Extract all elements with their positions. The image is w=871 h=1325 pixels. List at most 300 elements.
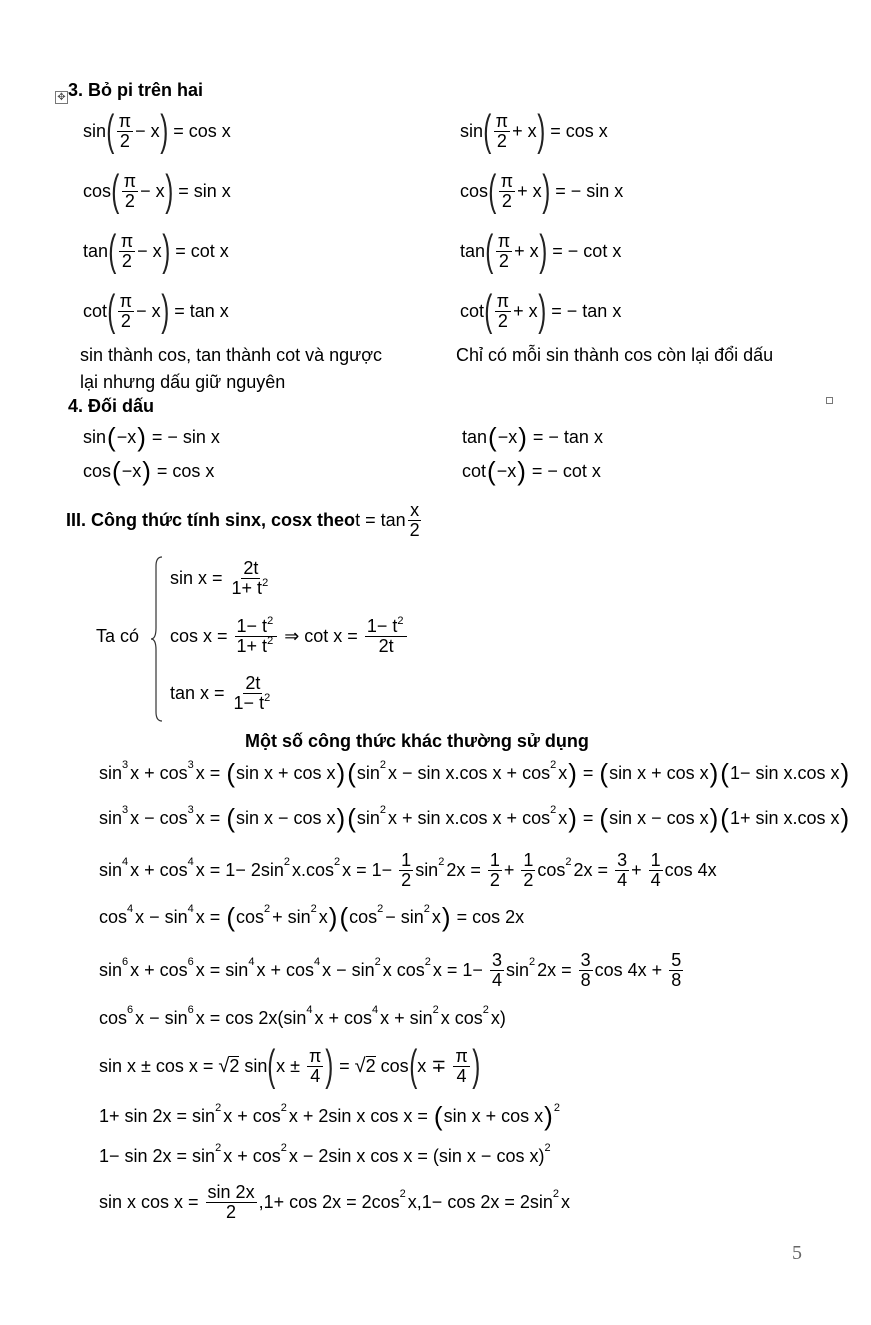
superscript: 6 — [187, 956, 194, 968]
superscript: 4 — [127, 903, 134, 915]
math-text: x + cos — [223, 1105, 281, 1126]
fraction — [453, 1047, 469, 1086]
math-text: 1 — [489, 849, 500, 870]
math-text: x = — [195, 807, 226, 828]
math-text: x — [431, 906, 441, 927]
paren: ( — [599, 803, 609, 833]
math-text: 1 — [401, 849, 412, 870]
math-text: −x — [496, 460, 517, 481]
math-text: x + cos — [130, 762, 188, 783]
denominator — [649, 871, 663, 890]
numerator — [490, 951, 504, 971]
math-text: + x — [517, 180, 542, 201]
numerator — [579, 951, 593, 971]
numerator — [669, 951, 683, 971]
math-text: 2 — [401, 869, 412, 890]
fraction — [117, 112, 133, 151]
math-text: x = cos 2x(sin — [195, 1007, 307, 1028]
paren: ( — [720, 803, 729, 833]
math-text: 3 — [491, 949, 502, 970]
math-text: x + cos — [223, 1145, 281, 1166]
table-move-handle-icon[interactable]: ✥ — [55, 91, 68, 104]
math-text: + sin — [272, 906, 311, 927]
fraction — [119, 232, 135, 271]
numerator — [119, 232, 135, 252]
denominator — [615, 871, 629, 890]
section-4-heading: 4. Đối dấu — [68, 396, 155, 416]
fraction — [235, 614, 278, 656]
math-text: 2 — [496, 130, 507, 151]
math-text: = cot x — [170, 240, 229, 261]
math-text: x − sin — [322, 959, 375, 980]
denominator — [224, 1203, 238, 1222]
note-left-line2: lại nhưng dấu giữ nguyên — [80, 372, 286, 392]
math-text: ,1+ cos 2x = 2cos — [258, 1191, 400, 1212]
math-text: sin x + cos x — [443, 1105, 544, 1126]
math-text: = cos 2x — [451, 906, 525, 927]
math-text: π — [497, 230, 511, 251]
superscript: 2 — [544, 1142, 551, 1154]
math-text: x cos — [440, 1007, 483, 1028]
math-text: x ± — [276, 1055, 305, 1076]
paren: ) — [328, 902, 338, 932]
math-text: sin — [99, 807, 123, 828]
math-text: x cos — [382, 959, 425, 980]
math-text: 4 — [491, 969, 502, 990]
left-paren: ( — [488, 166, 497, 215]
math-text: − sin — [385, 906, 424, 927]
denominator — [399, 871, 413, 890]
superscript: 2 — [379, 759, 387, 771]
math-text: sin — [99, 762, 123, 783]
numerator — [615, 851, 629, 871]
math-text: 1− t — [233, 692, 265, 713]
math-text: x − sin — [135, 906, 188, 927]
paren: ( — [339, 902, 349, 932]
fraction — [669, 951, 683, 990]
superscript: 2 — [264, 903, 271, 915]
math-text: = cos x — [151, 460, 215, 481]
math-text: cos — [83, 460, 112, 481]
math-text: ⇒ cot x = — [279, 625, 363, 646]
math-text: π — [495, 110, 509, 131]
math-text: 8 — [580, 969, 591, 990]
left-paren: ( — [484, 286, 493, 335]
numerator — [307, 1047, 323, 1067]
math-text: π — [496, 290, 510, 311]
numerator — [496, 232, 512, 252]
math-text: cos — [83, 180, 112, 201]
square-root — [218, 1055, 239, 1078]
numerator — [649, 851, 663, 871]
math-text: 2 — [226, 1201, 237, 1222]
math-text: cos — [537, 859, 566, 880]
fraction — [230, 559, 273, 598]
math-text: −x — [116, 426, 137, 447]
right-paren: ) — [325, 1041, 334, 1090]
math-text: x + cos — [130, 959, 188, 980]
paren: ( — [112, 456, 121, 486]
denominator — [119, 312, 133, 331]
fraction — [122, 172, 138, 211]
math-text: sin — [415, 859, 439, 880]
numerator — [499, 172, 515, 192]
math-text: 2 — [489, 869, 500, 890]
math-text: x = sin — [195, 959, 249, 980]
math-text: 1− t — [236, 615, 268, 636]
superscript: 4 — [187, 903, 194, 915]
math-text: 4 — [456, 1065, 467, 1086]
math-text: cos — [375, 1055, 409, 1076]
superscript: 2 — [280, 1142, 287, 1154]
radicand: 2 — [229, 1055, 240, 1076]
numerator — [122, 172, 138, 192]
left-paren: ( — [408, 1041, 417, 1090]
math-text: π — [123, 170, 137, 191]
numerator — [453, 1047, 469, 1067]
superscript: 2 — [565, 856, 572, 868]
math-text: = tan x — [169, 300, 229, 321]
fraction — [206, 1183, 257, 1222]
superscript: 4 — [372, 1004, 379, 1016]
math-text: = − tan x — [527, 426, 603, 447]
math-text: x = 1− — [342, 859, 398, 880]
fraction — [307, 1047, 323, 1086]
superscript: 2 — [262, 576, 269, 589]
math-text: π — [120, 230, 134, 251]
paren: ( — [226, 803, 235, 833]
denominator — [230, 576, 273, 598]
numerator — [488, 851, 502, 871]
math-text: cos — [99, 1007, 128, 1028]
section-iii-title: III. Công thức tính sinx, cosx theo — [66, 509, 356, 530]
radical-sign-icon: √ — [218, 1054, 230, 1077]
paren: ( — [226, 758, 235, 788]
math-text: x + sin — [380, 1007, 433, 1028]
math-text: = — [577, 762, 599, 783]
left-paren: ( — [106, 106, 115, 155]
math-text: 2x = — [537, 959, 577, 980]
superscript: 4 — [248, 956, 255, 968]
superscript: 2 — [215, 1102, 222, 1114]
left-paren: ( — [485, 226, 494, 275]
math-text: + x — [513, 300, 538, 321]
paren: ) — [568, 803, 577, 833]
paren: ) — [142, 456, 151, 486]
math-text: 1+ sin 2x = sin — [99, 1105, 216, 1126]
math-text: 2 — [119, 130, 130, 151]
numerator — [118, 292, 134, 312]
numerator — [241, 559, 260, 579]
math-text: t = tan — [355, 509, 406, 530]
fraction — [499, 172, 515, 211]
math-text: sin x − cos x — [235, 807, 336, 828]
denominator — [496, 312, 510, 331]
superscript: 4 — [187, 856, 194, 868]
right-paren: ) — [164, 166, 173, 215]
paren: ) — [568, 758, 577, 788]
math-text: 3 — [617, 849, 628, 870]
denominator — [123, 192, 137, 211]
radicand: 2 — [365, 1055, 376, 1076]
math-text: 4 — [310, 1065, 321, 1086]
square-root — [355, 1055, 376, 1078]
math-text: π — [500, 170, 514, 191]
superscript: 2 — [397, 614, 404, 627]
denominator — [521, 871, 535, 890]
paragraph-marker-icon — [826, 397, 833, 404]
math-text: x = — [195, 906, 226, 927]
denominator — [497, 252, 511, 271]
math-text: sin — [83, 120, 107, 141]
denominator — [408, 521, 422, 540]
math-text: sin — [99, 859, 123, 880]
right-paren: ) — [538, 226, 547, 275]
math-text: 2 — [523, 869, 534, 890]
math-text: x + cos — [130, 859, 188, 880]
math-text: sin — [460, 120, 484, 141]
superscript: 2 — [550, 759, 557, 771]
math-text: sin — [356, 807, 380, 828]
math-text: x = 1− — [432, 959, 488, 980]
superscript: 4 — [306, 1004, 313, 1016]
math-text: + — [503, 859, 520, 880]
math-text: x + 2sin x cos x = — [288, 1105, 433, 1126]
math-text: cot — [462, 460, 487, 481]
math-text: 2 — [501, 190, 512, 211]
math-text: = — [577, 807, 599, 828]
numerator — [494, 112, 510, 132]
paren: ( — [347, 758, 356, 788]
fraction — [399, 851, 413, 890]
superscript: 3 — [187, 759, 194, 771]
superscript: 2 — [482, 1004, 489, 1016]
math-text: x ∓ — [417, 1055, 452, 1076]
right-paren: ) — [160, 286, 169, 335]
superscript: 2 — [379, 804, 387, 816]
superscript: 2 — [215, 1142, 222, 1154]
math-text: sin — [356, 762, 380, 783]
math-text: π — [308, 1045, 322, 1066]
math-text: 1+ sin x.cos x — [729, 807, 840, 828]
math-text: 1− sin 2x = sin — [99, 1145, 216, 1166]
superscript: 2 — [374, 956, 381, 968]
superscript: 3 — [122, 804, 129, 816]
superscript: 3 — [122, 759, 129, 771]
superscript: 2 — [432, 1004, 439, 1016]
denominator — [579, 971, 593, 990]
numerator — [408, 501, 421, 521]
superscript: 2 — [310, 903, 317, 915]
superscript: 2 — [267, 614, 274, 627]
math-text: + x — [514, 240, 539, 261]
math-text: sin — [505, 959, 529, 980]
right-paren: ) — [472, 1041, 481, 1090]
superscript: 4 — [313, 956, 321, 968]
superscript: 2 — [267, 634, 274, 647]
paren: ) — [336, 758, 346, 788]
paren: ( — [107, 422, 116, 452]
superscript: 2 — [283, 856, 290, 868]
math-text: 1 — [650, 849, 661, 870]
math-text: x − cos — [130, 807, 188, 828]
superscript: 2 — [423, 903, 430, 915]
math-text: x = — [195, 762, 226, 783]
math-text: cos — [235, 906, 264, 927]
formula — [355, 501, 424, 540]
math-text: sin x + cos x — [609, 762, 709, 783]
fraction — [579, 951, 593, 990]
math-text: cos — [99, 906, 128, 927]
math-text: + x — [512, 120, 537, 141]
math-text: = − tan x — [546, 300, 622, 321]
denominator — [500, 192, 514, 211]
math-text: 2 — [121, 250, 132, 271]
math-text: = cos x — [168, 120, 231, 141]
superscript: 6 — [122, 956, 129, 968]
numerator — [365, 614, 408, 637]
denominator — [669, 971, 683, 990]
math-text: 2t — [378, 635, 394, 656]
math-text: + — [631, 859, 647, 880]
math-text: 2t — [243, 557, 259, 578]
left-paren: ( — [108, 226, 117, 275]
math-text: π — [118, 110, 132, 131]
math-text: x − sin x.cos x + cos — [388, 762, 551, 783]
math-text: x + cos — [256, 959, 314, 980]
math-text: − x — [136, 300, 161, 321]
math-text: π — [119, 290, 133, 311]
denominator — [235, 634, 278, 656]
paren: ) — [336, 803, 346, 833]
math-text: x — [410, 499, 420, 520]
math-text: 2x = — [573, 859, 614, 880]
paren: ( — [488, 422, 497, 452]
math-text: 5 — [671, 949, 682, 970]
superscript: 2 — [399, 1188, 406, 1200]
paren: ) — [709, 803, 719, 833]
math-text: x.cos — [291, 859, 334, 880]
math-text: cot — [460, 300, 485, 321]
superscript: 2 — [528, 956, 536, 968]
left-paren: ( — [483, 106, 492, 155]
paren: ) — [840, 803, 850, 833]
math-text: 2 — [120, 310, 131, 331]
paren: ) — [517, 456, 526, 486]
superscript: 2 — [552, 1188, 560, 1200]
paren: ) — [709, 758, 719, 788]
superscript: 2 — [550, 804, 557, 816]
math-text: x — [318, 906, 328, 927]
denominator — [455, 1067, 469, 1086]
math-text: = − cot x — [547, 240, 622, 261]
math-text: 2 — [497, 310, 508, 331]
math-text: −x — [121, 460, 142, 481]
superscript: 2 — [280, 1102, 287, 1114]
math-text: sin x ± cos x = — [99, 1055, 219, 1076]
right-paren: ) — [537, 286, 546, 335]
paren: ( — [487, 456, 496, 486]
denominator — [495, 132, 509, 151]
fraction — [649, 851, 663, 890]
fraction — [494, 112, 510, 151]
superscript: 2 — [424, 956, 431, 968]
right-paren: ) — [161, 226, 170, 275]
fraction — [118, 292, 134, 331]
left-paren: ( — [267, 1041, 276, 1090]
denominator — [308, 1067, 322, 1086]
math-text: − x — [137, 240, 162, 261]
math-text: sin x − cos x — [609, 807, 709, 828]
math-text: x — [558, 807, 568, 828]
denominator — [488, 871, 502, 890]
math-text: 1− sin x.cos x — [729, 762, 840, 783]
numerator — [206, 1183, 257, 1203]
math-text: = — [334, 1055, 355, 1076]
math-text: sin x = — [170, 567, 228, 588]
superscript: 3 — [187, 804, 194, 816]
math-text: tan — [83, 240, 109, 261]
superscript: 6 — [187, 1004, 194, 1016]
math-text: cot — [83, 300, 108, 321]
math-text: cos — [460, 180, 489, 201]
math-text: x + cos — [314, 1007, 372, 1028]
math-text: − x — [135, 120, 160, 141]
fraction — [232, 674, 275, 713]
math-text: cos 4x + — [594, 959, 668, 980]
paren: ) — [518, 422, 527, 452]
math-text: 2x = — [446, 859, 486, 880]
radical-sign-icon: √ — [354, 1054, 366, 1077]
math-text: cos — [349, 906, 378, 927]
math-text: x − 2sin x cos x = (sin x − cos x) — [288, 1145, 545, 1166]
numerator — [243, 674, 262, 694]
fraction — [496, 232, 512, 271]
math-text: x) — [490, 1007, 506, 1028]
math-text: x,1− cos 2x = 2sin — [407, 1191, 553, 1212]
denominator — [232, 691, 275, 713]
math-text: cos x = — [170, 625, 233, 646]
paren: ( — [226, 902, 235, 932]
denominator — [490, 971, 504, 990]
paren: ( — [433, 1101, 443, 1131]
paren: ) — [137, 422, 146, 452]
math-text: 2 — [498, 250, 509, 271]
math-text: = sin x — [173, 180, 231, 201]
superscript: 4 — [122, 856, 129, 868]
math-text: sin — [83, 426, 107, 447]
math-text: x — [561, 1191, 571, 1212]
math-text: −x — [497, 426, 518, 447]
paren: ) — [840, 758, 850, 788]
math-text: 1+ t — [236, 635, 268, 656]
ta-co-label: Ta có — [96, 626, 140, 646]
paren: ( — [720, 758, 729, 788]
denominator — [120, 252, 134, 271]
math-text: tan — [460, 240, 486, 261]
numerator — [521, 851, 535, 871]
other-formulas-heading: Một số công thức khác thường sử dụng — [245, 731, 589, 751]
right-paren: ) — [541, 166, 550, 215]
math-text: x − sin — [135, 1007, 188, 1028]
numerator — [399, 851, 413, 871]
math-text: 8 — [671, 969, 682, 990]
note-left-line1: sin thành cos, tan thành cot và ngược — [80, 345, 383, 365]
math-text: sin x + cos x — [235, 762, 336, 783]
math-text: x = 1− 2sin — [195, 859, 284, 880]
numerator — [235, 614, 278, 637]
math-text: sin — [239, 1055, 268, 1076]
